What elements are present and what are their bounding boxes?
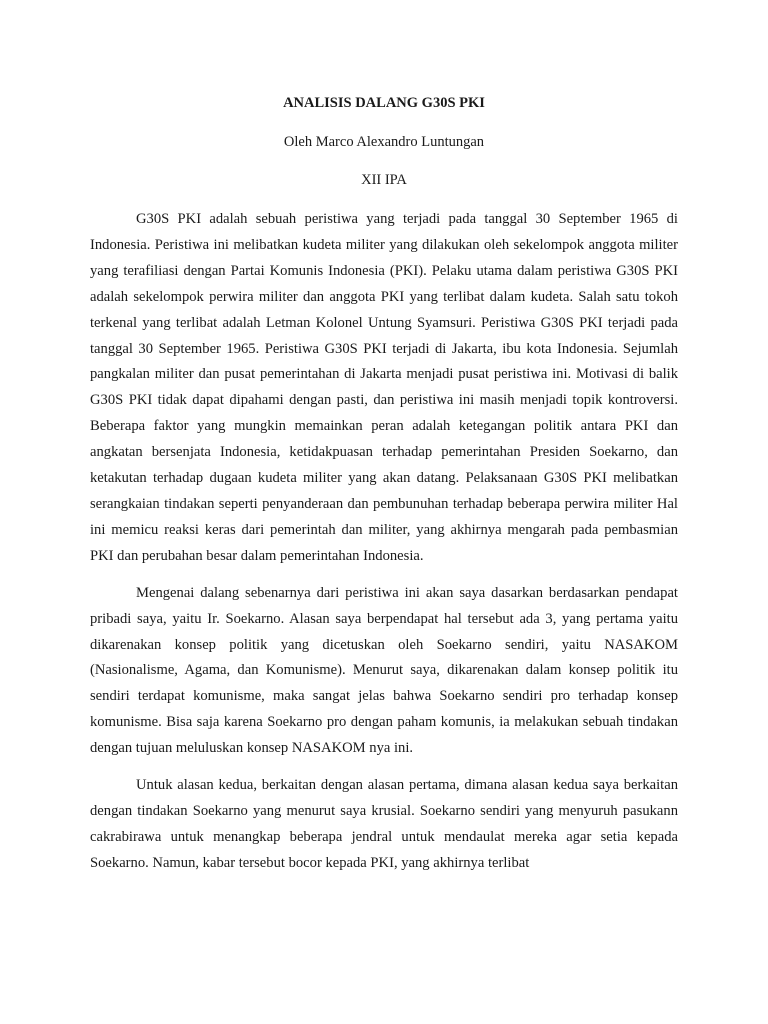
document-author: Oleh Marco Alexandro Luntungan [283,134,485,150]
document-body [90,94,678,877]
paragraph-1: G30S PKI adalah sebuah peristiwa yang terjadi pada tanggal 30 September 1965 di Indonesia. Peristiwa ini melibatkan kudeta militer yang dilakukan oleh sekelompok anggota militer yang terafiliasi dengan Partai Komunis Indonesia (PKI). Pelaku utama dalam peristiwa G30S PKI adalah sekelompok perwira militer dan anggota PKI yang terlibat dalam kudeta. Salah satu tokoh terkenal yang terlibat adalah Letman Kolonel Untung Syamsuri. Peristiwa G30S PKI terjadi pada tanggal 30 September 1965. Peristiwa G30S PKI terjadi di Jakarta, ibu kota Indonesia. Sejumlah pangkalan militer dan pusat pemerintahan di Jakarta menjadi pusat peristiwa ini. Motivasi di balik G30S PKI tidak dapat dipahami dengan pasti, dan peristiwa ini masih menjadi topik kontroversi. Beberapa faktor yang mungkin memainkan peran adalah ketegangan politik antara PKI dan angkatan bersenjata Indonesia, ketidakpuasan terhadap pemerintahan Presiden Soekarno, dan ketakutan terhadap dugaan kudeta militer yang akan datang. Pelaksanaan G30S PKI melibatkan serangkaian tindakan seperti penyanderaan dan pembunuhan terhadap beberapa perwira militer Hal ini memicu reaksi keras dari pemerintah dan militer, yang akhirnya mengarah pada pembasmian PKI dan perubahan besar dalam pemerintahan Indonesia. [90,211,678,564]
paragraph-2: Mengenai dalang sebenarnya dari peristiwa ini akan saya dasarkan berdasarkan pendapat pribadi saya, yaitu Ir. Soekarno. Alasan saya berpendapat hal tersebut ada 3, yang pertama yaitu dikarenakan konsep politik yang dicetuskan oleh Soekarno sendiri, yaitu NASAKOM (Nasionalisme, Agama, dan Komunisme). Menurut saya, dikarenakan dalam konsep politik itu sendiri terdapat komunisme, maka sangat jelas bahwa Soekarno sendiri pro terhadap konsep komunisme. Bisa saja karena Soekarno pro dengan paham komunis, ia melakukan sebuah tindakan dengan tujuan meluluskan konsep NASAKOM nya ini. [90,584,678,757]
document-title: ANALISIS DALANG G30S PKI [283,95,485,111]
document-class: XII IPA [361,172,407,188]
paragraph-3: Untuk alasan kedua, berkaitan dengan alasan pertama, dimana alasan kedua saya berkaitan dengan tindakan Soekarno yang menurut saya krusial. Soekarno sendiri yang menyuruh pasukann cakrabirawa untuk menangkap beberapa jendral untuk mendaulat mereka agar setia kepada Soekarno. Namun, kabar tersebut bocor kepada PKI, yang akhirnya terlibat [90,777,678,871]
